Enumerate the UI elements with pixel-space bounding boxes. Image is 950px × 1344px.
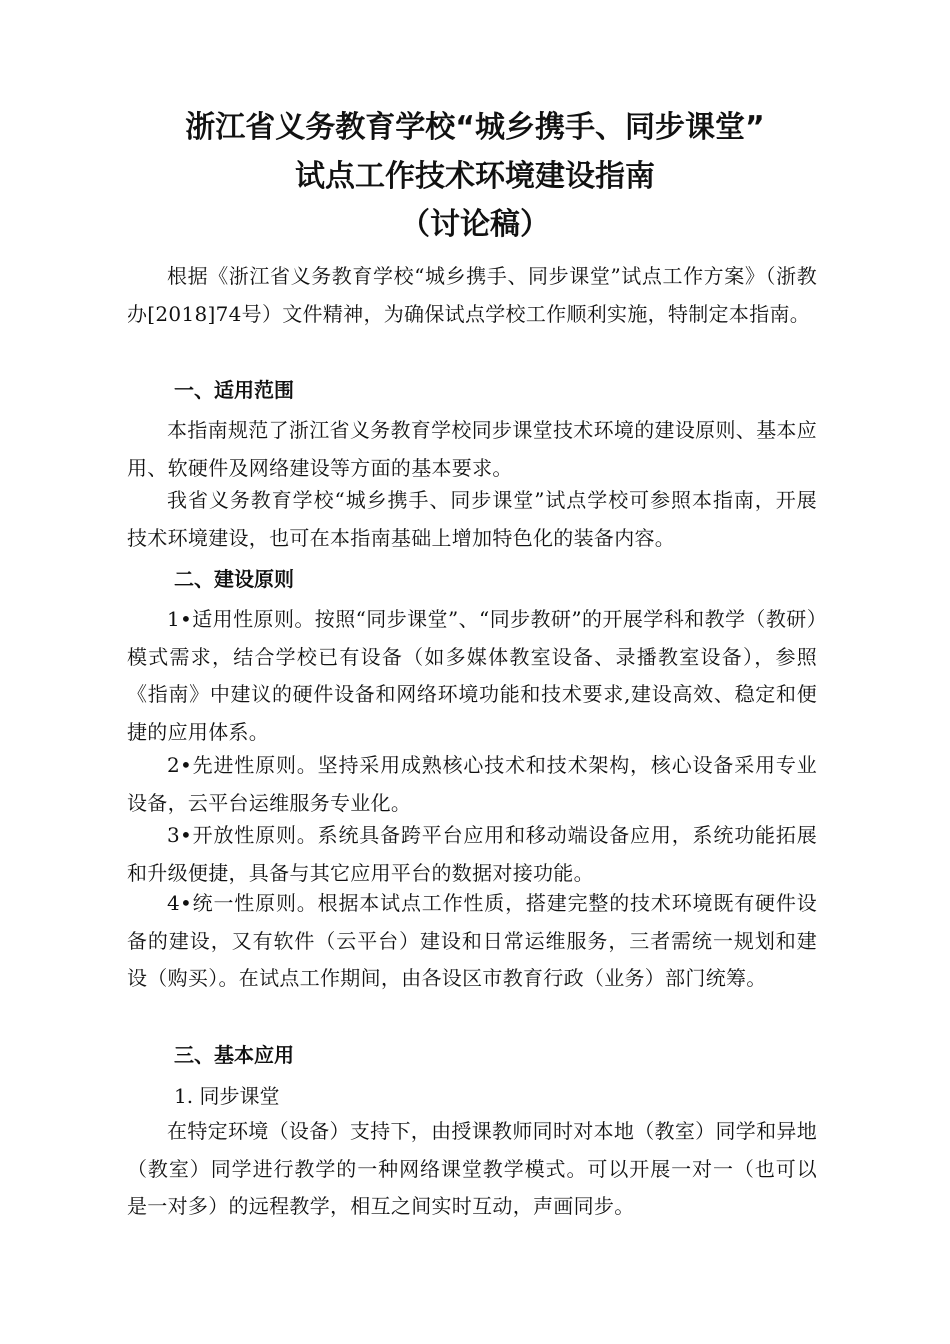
section-3-subheading-1: 1. 同步课堂 — [174, 1084, 280, 1108]
section-2-paragraph-2: 2•先进性原则。坚持采用成熟核心技术和技术架构，核心设备采用专业设备，云平台运维服务专业化。 — [127, 753, 817, 815]
section-2-paragraph-3: 3•开放性原则。系统具备跨平台应用和移动端设备应用，系统功能拓展和升级便捷，具备与其它应用平台的数据对接功能。 — [127, 823, 817, 885]
section-3-paragraph-1: 在特定环境（设备）支持下，由授课教师同时对本地（教室）同学和异地（教室）同学进行教学的一种网络课堂教学模式。可以开展一对一（也可以是一对多）的远程教学，相互之间实时互动，声画同步。 — [127, 1119, 817, 1218]
document-title-line-3: （讨论稿） — [400, 207, 550, 242]
intro-paragraph: 根据《浙江省义务教育学校“城乡携手、同步课堂”试点工作方案》（浙教办[2018]74号）文件精神，为确保试点学校工作顺利实施，特制定本指南。 — [127, 264, 817, 326]
document-title-line-2: 试点工作技术环境建设指南 — [295, 159, 655, 194]
section-1-paragraph-2: 我省义务教育学校“城乡携手、同步课堂”试点学校可参照本指南，开展技术环境建设，也可在本指南基础上增加特色化的装备内容。 — [127, 488, 817, 550]
section-1-paragraph-1: 本指南规范了浙江省义务教育学校同步课堂技术环境的建设原则、基本应用、软硬件及网络建设等方面的基本要求。 — [127, 418, 817, 480]
section-3-heading: 三、基本应用 — [174, 1043, 294, 1067]
section-2-heading: 二、建设原则 — [174, 567, 294, 591]
section-1-heading: 一、适用范围 — [174, 378, 294, 402]
document-title-line-1: 浙江省义务教育学校“城乡携手、同步课堂” — [185, 110, 765, 145]
section-2-paragraph-1: 1•适用性原则。按照“同步课堂”、“同步教研”的开展学科和教学（教研）模式需求，结合学校已有设备（如多媒体教室设备、录播教室设备），参照《指南》中建议的硬件设备和网络环境功能和技术要求,建设高效、稳定和便捷的应用体系。 — [127, 607, 817, 744]
section-2-paragraph-4: 4•统一性原则。根据本试点工作性质，搭建完整的技术环境既有硬件设备的建设，又有软件（云平台）建设和日常运维服务，三者需统一规划和建设（购买）。在试点工作期间，由各设区市教育行政（业务）部门统筹。 — [127, 891, 817, 990]
